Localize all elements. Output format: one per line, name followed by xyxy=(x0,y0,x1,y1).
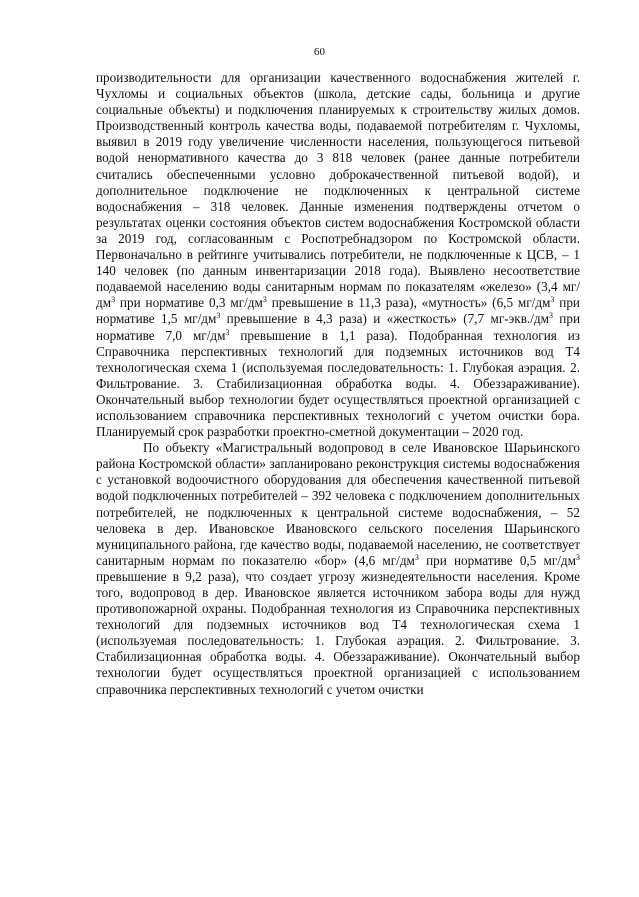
superscript: 3 xyxy=(262,295,267,305)
page-number: 60 xyxy=(314,46,325,58)
superscript: 3 xyxy=(216,311,221,321)
text-run: превышение в 4,3 раза) и «жесткость» (7,7 мг-экв./дм xyxy=(220,311,549,327)
text-run: при нормативе 0,3 мг/дм xyxy=(115,295,263,311)
text-run: превышение в 1,1 раза). Подобранная технология из Справочника перспективных технологий для подземных источников вод Т4 технологическая схема 1 (используемая последовательность: 1. Глубокая аэрация. 2. Фильтрование. 3. Стабилизационная обработка воды. 4. Обеззараживание). Окончательный выбор технологии будет осуществляться проектной организацией с использованием справочника перспективных технологий с учетом очистки бора. Планируемый срок разработки проектно-сметной документации – 2020 год. xyxy=(96,327,580,440)
superscript: 3 xyxy=(111,295,116,305)
text-run: превышение в 9,2 раза), что создает угрозу жизнедеятельности населения. Кроме того, водопровод в дер. Ивановское является источником забора воды для нужд противопожарной охраны. Подобранная технология из Справочника перспективных технологий для подземных источников вод Т4 технологическая схема 1 (используемая последовательность: 1. Глубокая аэрация. 2. Фильтрование. 3. Стабилизационная обработка воды. 4. Обеззараживание). Окончательный выбор технологии будет осуществляться проектной организацией с использованием справочника перспективных технологий с учетом очистки xyxy=(96,568,580,697)
paragraph-ivanovskoe xyxy=(96,440,580,698)
superscript: 3 xyxy=(550,295,555,305)
superscript: 3 xyxy=(414,552,419,562)
superscript: 3 xyxy=(576,552,580,562)
superscript: 3 xyxy=(225,327,230,337)
superscript: 3 xyxy=(548,311,553,321)
text-run: превышение в 11,3 раза), «мутность» (6,5 мг/дм xyxy=(266,295,551,311)
text-run: По объекту «Магистральный водопровод в селе Ивановское Шарьинского района Костромской области» запланировано реконструкция системы водоснабжения с установкой водоочистного оборудования для обеспечения качественной питьевой водой подключенных потребителей – 392 человека с подключением дополнительных потребителей, не подключенных к центральной системе водоснабжения, – 52 человека в дер. Ивановское Ивановского сельского поселения Шарьинского муниципального района, где качество воды, подаваемой населению, не соответствует санитарным нормам по показателю «бор» (4,6 мг/дм xyxy=(96,440,580,568)
text-run: при нормативе 7,0 мг/дм xyxy=(96,311,581,343)
text-run: при нормативе 1,5 мг/дм xyxy=(96,295,580,327)
text-run: производительности для организации качественного водоснабжения жителей г. Чухломы и социальных объектов (школа, детские сады, больница и другие социальные объекты) и подключения планируемых к строительству жилых домов. Производственный контроль качества воды, подаваемой потребителям г. Чухломы, выявил в 2019 году увеличение численности населения, пользующегося питьевой водой ненормативного качества до 3 818 человек (ранее данные потребители считались обеспеченными условно доброкачественной питьевой водой), и дополнительное подключение не подключенных к центральной системе водоснабжения – 318 человек. Данные изменения подтверждены отчетом о результатах оценки состояния объектов систем водоснабжения Костромской области за 2019 год, согласованным с Роспотребнадзором по Костромской области. Первоначально в рейтинге учитывались потребители, не подключенные к ЦСВ, – 1 140 человек (по данным инвентаризации 2018 года). Выявлено несоответствие подаваемой населению воды санитарным нормам по показателям «железо» (3,4 мг/дм xyxy=(96,70,580,311)
body-text xyxy=(96,70,580,698)
text-run: при нормативе 0,5 мг/дм xyxy=(418,552,576,568)
paragraph-chukhloma xyxy=(96,70,580,440)
